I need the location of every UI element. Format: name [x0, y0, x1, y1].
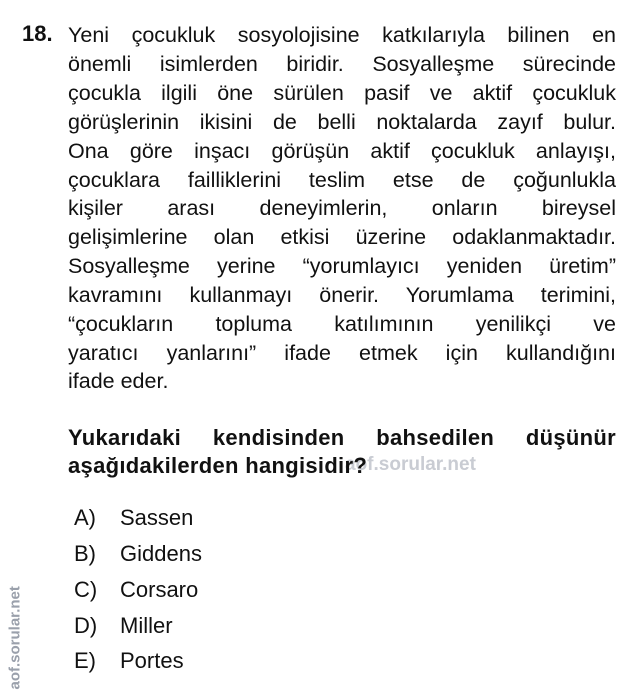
- passage-line: “çocukların topluma katılımının yenilikçi ve: [68, 312, 616, 336]
- question-line: aşağıdakilerden hangisidir?: [68, 453, 368, 478]
- option-text: Miller: [120, 613, 173, 638]
- question-number: 18.: [22, 21, 53, 46]
- passage-line: çocuklara failliklerini teslim etse de çoğunlukla: [68, 168, 616, 192]
- watermark: aof.sorular.net: [345, 454, 476, 475]
- side-watermark: aof.sorular.net: [6, 586, 24, 690]
- question-line: Yukarıdaki kendisinden bahsedilen düşünür: [68, 425, 616, 450]
- passage-line: yaratıcı yanlarını” ifade etmek için kullandığını: [68, 341, 616, 365]
- option-letter: D): [74, 613, 98, 638]
- option-b[interactable]: [74, 540, 202, 568]
- option-letter: B): [74, 541, 96, 566]
- passage-line: kişiler arası deneyimlerin, onların bireysel: [68, 196, 616, 220]
- option-c[interactable]: [74, 576, 198, 604]
- passage-line: gelişimlerine olan etkisi üzerine odaklanmaktadır.: [68, 225, 616, 249]
- passage-line: çocukla ilgili öne sürülen pasif ve aktif çocukluk: [68, 81, 616, 105]
- passage-line: ifade eder.: [68, 369, 169, 393]
- option-text: Sassen: [120, 505, 194, 530]
- passage-line: Sosyalleşme yerine “yorumlayıcı yeniden üretim”: [68, 254, 616, 278]
- option-letter: C): [74, 577, 98, 602]
- option-text: Portes: [120, 648, 184, 673]
- option-e[interactable]: [74, 647, 184, 675]
- option-a[interactable]: [74, 504, 193, 532]
- option-d[interactable]: [74, 612, 173, 640]
- option-letter: E): [74, 648, 96, 673]
- option-text: Corsaro: [120, 577, 199, 602]
- passage-line: kavramını kullanmayı önerir. Yorumlama terimini,: [68, 283, 616, 307]
- passage-line: Ona göre inşacı görüşün aktif çocukluk anlayışı,: [68, 139, 616, 163]
- passage-line: Yeni çocukluk sosyolojisine katkılarıyla bilinen en: [68, 23, 616, 47]
- passage-line: görüşlerinin ikisini de belli noktalarda zayıf bulur.: [68, 110, 616, 134]
- passage-line: önemli isimlerden biridir. Sosyalleşme sürecinde: [68, 52, 616, 76]
- option-text: Giddens: [120, 541, 202, 566]
- option-letter: A): [74, 505, 96, 530]
